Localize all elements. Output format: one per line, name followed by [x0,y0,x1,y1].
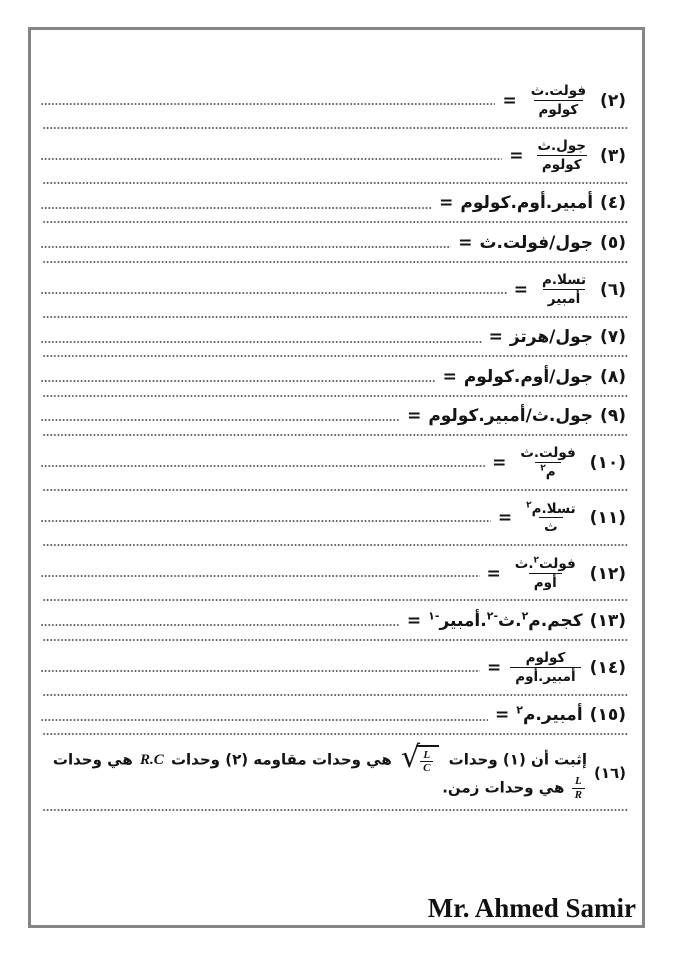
equals-sign: = [407,405,422,426]
equals-sign: = [406,610,422,631]
question-number: (١٠) [589,453,626,474]
equals-sign: = [502,90,517,111]
question-row [41,83,626,119]
question-number: (١٣) [589,610,626,631]
fraction-numerator [537,272,591,289]
question-expression [516,705,582,725]
expression-text: جول.ث [537,138,587,155]
question-number: (٢) [600,90,626,111]
expression-text: كولوم [525,650,566,667]
expression-text: هي وحدات زمن. [442,778,570,797]
answer-dotted-leader [41,624,400,626]
expression-text: فولت.ث [530,83,587,99]
equals-sign: = [442,366,457,387]
question-row [41,327,626,347]
expression-text: جول/هرتز [509,327,594,348]
fraction [532,138,591,174]
equals-sign: = [492,453,507,474]
expression-text: فولت.ث [520,445,576,462]
equals-sign: = [494,705,510,726]
question-expression [508,556,583,592]
question-expression [524,83,593,119]
answer-dotted-leader [41,419,400,421]
expression-text: إثبت أن (١) وحدات [443,750,587,769]
expression-text: أمبير [547,290,581,307]
question-expression [464,367,593,387]
question-row [41,272,626,308]
expression-text: تسلا.م [541,272,587,289]
answer-dotted-line [43,316,628,318]
fraction-denominator [543,289,585,308]
answer-dotted-line [43,489,628,491]
fraction-numerator [510,556,581,573]
footer-signature: Mr. Ahmed Samir [427,893,636,923]
fraction [526,83,591,119]
answer-dotted-line [43,127,628,129]
expression-text: أوم [533,574,557,591]
question-expression [428,406,593,426]
expression-text: كجم.م [528,610,583,631]
page-border-frame [28,27,645,928]
question-expression [41,739,587,802]
equals-sign: = [488,327,503,348]
answer-dotted-line [43,395,628,397]
equals-sign: = [497,508,513,529]
answer-dotted-line [43,261,628,263]
answer-dotted-line [43,733,628,735]
question-row [41,233,626,253]
expression-text: جول/فولت.ث [479,232,594,253]
answer-dotted-leader [41,341,482,343]
question-number: (١٢) [589,563,626,584]
expression-text: أمبير.أوم [515,669,576,686]
answer-dotted-line [43,544,628,546]
fraction-denominator: C [420,761,433,775]
equals-sign: = [486,658,502,679]
question-expression [508,650,582,686]
expression-text: .ث [514,555,534,572]
superscript-exponent: ٢ [526,500,532,511]
answer-dotted-leader [41,292,507,294]
expression-text: أمبير.أوم.كولوم [460,193,594,214]
question-number: (٨) [600,366,626,387]
question-row [41,193,626,213]
answer-dotted-leader [41,575,480,577]
answer-dotted-leader [41,719,488,721]
expression-text: .ث [498,610,522,631]
equals-sign: = [509,146,524,167]
superscript-exponent: ٢ [516,703,523,717]
question-number: (١١) [589,508,626,529]
expression-text: فولت [539,555,576,572]
question-row [41,650,626,686]
question-row [41,367,626,387]
question-number: (٧) [600,327,626,348]
answer-dotted-line [43,434,628,436]
question-expression [530,138,593,174]
equals-sign: = [458,232,473,253]
question-number: (٩) [600,405,626,426]
fraction-denominator [529,573,562,592]
fraction-numerator: L [574,775,582,787]
expression-text: جول/أوم.كولوم [463,366,594,387]
superscript-exponent: -٢ [486,609,499,623]
expression-text: تسلا.م [531,500,576,517]
answer-dotted-leader [41,207,432,209]
answer-dotted-leader [41,670,480,672]
answer-dotted-leader [41,246,451,248]
question-number: (٥) [600,232,626,253]
answer-dotted-line [43,809,628,811]
fraction-numerator [526,83,591,100]
fraction-denominator [539,517,563,536]
expression-text: جول.ث/أمبير.كولوم [428,405,594,426]
question-expression [460,193,593,213]
question-row [41,445,626,481]
fraction [510,556,581,592]
expression-text: ث [544,519,558,536]
fraction [537,272,591,308]
fraction-denominator [534,100,584,119]
superscript-exponent: ٢ [521,609,529,623]
equals-sign: = [513,279,528,300]
fraction [521,501,581,537]
fraction-numerator [521,501,581,518]
question-row [41,406,626,426]
question-number: (١٥) [589,705,626,726]
fraction [515,445,580,481]
expression-text: كولوم [541,157,582,174]
question-number: (١٦) [593,764,626,782]
question-row [41,501,626,537]
fraction-denominator [510,667,580,686]
fraction [510,650,580,686]
answer-dotted-line [43,221,628,223]
answer-dotted-leader [41,465,485,467]
fraction-denominator [535,462,560,481]
expression-text: هي وحدات مقاومه (٢) وحدات [165,750,397,769]
square-root-expression [400,739,439,775]
latin-fraction [572,775,585,801]
superscript-exponent: -١ [428,609,440,623]
equals-sign: = [439,193,454,214]
fraction-numerator [515,445,580,462]
latin-symbol: R.C [139,752,164,769]
answer-dotted-line [43,639,628,641]
question-expression [519,501,583,537]
question-expression [513,445,582,481]
expression-text: .أمبير [439,610,487,631]
question-expression [535,272,593,308]
question-row [41,138,626,174]
answer-dotted-line [43,355,628,357]
answer-dotted-leader [41,158,502,160]
latin-fraction [420,749,433,775]
expression-text: هي وحدات [52,750,138,769]
radical-icon: √ [400,739,421,775]
answer-dotted-line [43,599,628,601]
fraction-numerator [532,138,591,155]
question-row [41,705,626,725]
questions-list [31,30,642,925]
answer-dotted-leader [41,103,495,105]
question-number: (٤) [600,193,626,214]
expression-text: م [545,464,556,481]
question-expression [428,611,583,631]
fraction-denominator: R [572,788,585,802]
question-number: (١٤) [589,658,626,679]
question-row [41,611,626,631]
expression-text: أمبير.م [522,705,583,726]
question-number: (٣) [600,146,626,167]
question-expression [510,327,593,347]
expression-text: كولوم [538,101,579,118]
equals-sign: = [486,563,501,584]
question-expression [479,233,593,253]
fraction-denominator [537,155,587,174]
fraction-numerator: L [423,748,431,761]
answer-dotted-leader [41,380,436,382]
superscript-exponent: ٢ [533,555,539,566]
answer-dotted-line [43,182,628,184]
answer-dotted-line [43,694,628,696]
question-row [41,556,626,592]
fraction-numerator [521,650,571,667]
superscript-exponent: ٢ [540,463,546,474]
question-row [41,739,626,802]
answer-dotted-leader [41,520,491,522]
question-number: (٦) [600,279,626,300]
